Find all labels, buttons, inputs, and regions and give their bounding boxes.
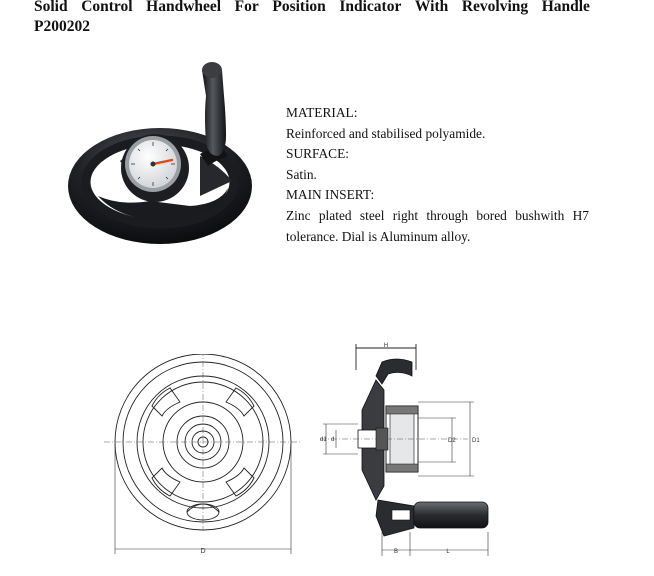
- surface-text: Satin.: [286, 166, 317, 182]
- title-word: For: [234, 0, 259, 15]
- insert-heading: MAIN INSERT:: [286, 187, 375, 203]
- side-label-d-left: d1: [320, 437, 327, 443]
- side-label-h: H: [383, 343, 389, 349]
- title-word: Position: [272, 0, 326, 15]
- title-word: Solid: [34, 0, 68, 15]
- handwheel-photo: [60, 56, 270, 256]
- insert-text-line-1: Zinc plated steel right through bored bushwith H7: [286, 207, 589, 223]
- title-word: Handle: [541, 0, 590, 15]
- material-text: Reinforced and stabilised polyamide.: [286, 125, 486, 141]
- title-word: Indicator: [339, 0, 402, 15]
- insert-text-line-2: tolerance. Dial is Aluminum alloy.: [286, 228, 471, 244]
- side-label-d2: D2: [448, 438, 456, 444]
- product-title: [34, 0, 590, 37]
- side-label-d: d: [331, 437, 335, 443]
- material-heading: MATERIAL:: [286, 105, 358, 120]
- product-code: P200202: [34, 18, 90, 35]
- front-label-d: D: [200, 548, 206, 555]
- side-label-d1: D1: [472, 438, 480, 444]
- title-line-1: [34, 0, 590, 17]
- side-label-b: B: [393, 549, 399, 555]
- side-label-l: L: [446, 549, 450, 555]
- title-word: Revolving: [461, 0, 529, 15]
- title-word: Handwheel: [146, 0, 222, 15]
- surface-heading: SURFACE:: [286, 146, 350, 162]
- specification-block: [286, 103, 589, 247]
- title-word: Control: [81, 0, 133, 15]
- title-word: With: [414, 0, 449, 15]
- side-view-drawing: [318, 340, 493, 565]
- front-view-drawing: [100, 354, 315, 564]
